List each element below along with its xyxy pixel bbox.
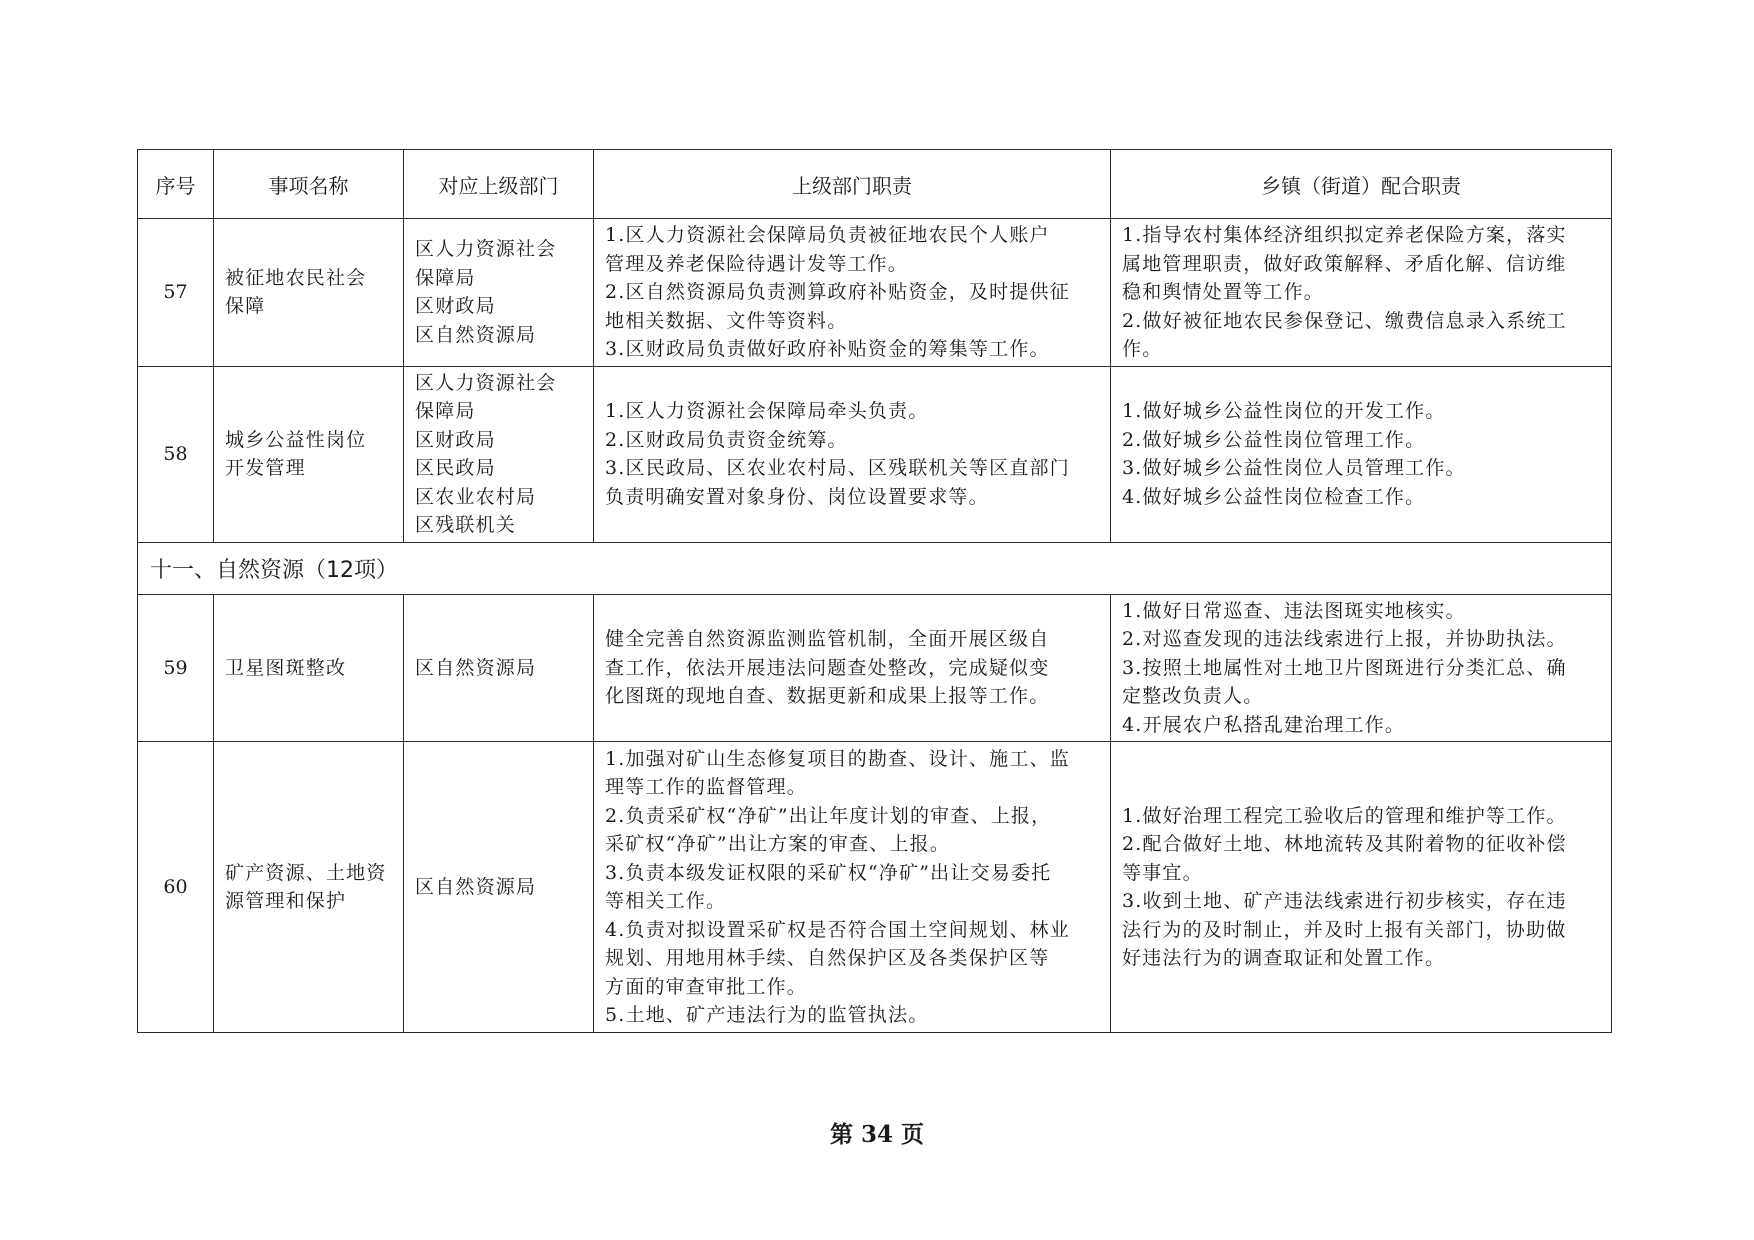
cell-line: 区财政局: [415, 295, 496, 318]
cell-line: 2.负责采矿权“净矿”出让年度计划的审查、上报，: [605, 804, 1052, 827]
cell-line: 3.按照土地属性对土地卫片图斑进行分类汇总、确: [1122, 656, 1567, 679]
cell-line: 好违法行为的调查取证和处置工作。: [1122, 947, 1446, 969]
cell-line: 稳和舆情处置等工作。: [1122, 281, 1325, 303]
header-department: 对应上级部门: [404, 150, 594, 219]
cell-line: 区人力资源社会: [415, 238, 557, 261]
cell-line: 区自然资源局: [415, 656, 537, 679]
cell-line: 3.区财政局负责做好政府补贴资金的筹集等工作。: [605, 338, 1050, 360]
cell-line: 被征地农民社会: [225, 266, 367, 289]
cell-line: 1.指导农村集体经济组织拟定养老保险方案，落实: [1122, 224, 1567, 246]
department-duty-cell: [594, 594, 1111, 742]
cell-line: 2.做好城乡公益性岗位管理工作。: [1122, 428, 1426, 451]
table-row: [138, 219, 1612, 367]
header-department-duty: 上级部门职责: [594, 150, 1111, 219]
cell-line: 4.负责对拟设置采矿权是否符合国土空间规划、林业: [605, 918, 1070, 941]
cell-line: 属地管理职责，做好政策解释、矛盾化解、信访维: [1122, 252, 1567, 275]
cell-line: 定整改负责人。: [1122, 685, 1264, 707]
cell-line: 1.做好日常巡查、违法图斑实地核实。: [1122, 599, 1466, 622]
header-no: 序号: [138, 150, 214, 219]
cell-line: 源管理和保护: [225, 890, 347, 912]
cell-line: 管理及养老保险待遇计发等工作。: [605, 252, 909, 275]
department-cell: [404, 219, 594, 367]
cell-line: 2.配合做好土地、林地流转及其附着物的征收补偿: [1122, 833, 1567, 855]
cell-line: 4.做好城乡公益性岗位检查工作。: [1122, 485, 1426, 508]
item-name-cell: [214, 366, 404, 542]
cell-line: 2.区财政局负责资金统筹。: [605, 428, 848, 451]
cell-line: 负责明确安置对象身份、岗位设置要求等。: [605, 485, 989, 508]
town-duty-cell: [1111, 366, 1612, 542]
section-row: [138, 542, 1612, 594]
cell-line: 1.做好治理工程完工验收后的管理和维护等工作。: [1122, 804, 1567, 827]
table-body-top: [138, 219, 1612, 543]
cell-line: 1.区人力资源社会保障局牵头负责。: [605, 400, 929, 422]
cell-line: 3.区民政局、区农业农村局、区残联机关等区直部门: [605, 457, 1070, 479]
department-cell: [404, 594, 594, 742]
department-duty-cell: [594, 366, 1111, 542]
cell-line: 开发管理: [225, 457, 306, 479]
cell-line: 保障: [225, 295, 266, 318]
cell-line: 2.对巡查发现的违法线索进行上报，并协助执法。: [1122, 628, 1567, 650]
cell-line: 保障局: [415, 400, 476, 422]
item-name-cell: [214, 742, 404, 1033]
cell-line: 等相关工作。: [605, 890, 727, 912]
cell-line: 2.做好被征地农民参保登记、缴费信息录入系统工: [1122, 309, 1567, 332]
cell-line: 方面的审查审批工作。: [605, 975, 808, 998]
table-section: [138, 542, 1612, 594]
cell-line: 矿产资源、土地资: [225, 861, 387, 884]
cell-line: 区农业农村局: [415, 485, 537, 508]
cell-line: 理等工作的监督管理。: [605, 776, 808, 798]
table-body-bottom: [138, 594, 1612, 1033]
cell-line: 规划、用地用林手续、自然保护区及各类保护区等: [605, 947, 1050, 969]
header-town-duty: 乡镇（街道）配合职责: [1111, 150, 1612, 219]
item-name-cell: [214, 219, 404, 367]
cell-line: 3.负责本级发证权限的采矿权“净矿”出让交易委托: [605, 861, 1052, 884]
cell-line: 城乡公益性岗位: [225, 428, 367, 451]
department-cell: [404, 366, 594, 542]
cell-line: 3.收到土地、矿产违法线索进行初步核实，存在违: [1122, 890, 1567, 912]
cell-line: 地相关数据、文件等资料。: [605, 309, 848, 332]
cell-line: 区民政局: [415, 457, 496, 479]
cell-line: 保障局: [415, 266, 476, 289]
cell-line: 采矿权“净矿”出让方案的审查、上报。: [605, 833, 951, 855]
table-header-row: [138, 150, 1612, 219]
cell-line: 健全完善自然资源监测监管机制，全面开展区级自: [605, 628, 1050, 650]
cell-line: 区残联机关: [415, 514, 517, 536]
table-row: [138, 366, 1612, 542]
cell-line: 化图斑的现地自查、数据更新和成果上报等工作。: [605, 685, 1050, 707]
cell-line: 2.区自然资源局负责测算政府补贴资金，及时提供征: [605, 281, 1070, 303]
table-row: [138, 594, 1612, 742]
department-duty-cell: [594, 742, 1111, 1033]
cell-line: 区财政局: [415, 428, 496, 451]
section-title: 十一、自然资源（12项）: [138, 542, 1612, 594]
cell-line: 区自然资源局: [415, 323, 537, 346]
table-row: [138, 742, 1612, 1033]
cell-line: 区人力资源社会: [415, 371, 557, 394]
town-duty-cell: [1111, 594, 1612, 742]
town-duty-cell: [1111, 219, 1612, 367]
cell-line: 区自然资源局: [415, 875, 537, 898]
row-number: 59: [138, 594, 214, 742]
cell-line: 1.做好城乡公益性岗位的开发工作。: [1122, 400, 1446, 422]
row-number: 58: [138, 366, 214, 542]
cell-line: 1.加强对矿山生态修复项目的勘查、设计、施工、监: [605, 747, 1070, 770]
department-cell: [404, 742, 594, 1033]
row-number: 60: [138, 742, 214, 1033]
duty-table: [137, 149, 1612, 1033]
cell-line: 等事宜。: [1122, 861, 1203, 884]
cell-line: 查工作，依法开展违法问题查处整改，完成疑似变: [605, 656, 1050, 679]
cell-line: 法行为的及时制止，并及时上报有关部门，协助做: [1122, 918, 1567, 941]
item-name-cell: [214, 594, 404, 742]
cell-line: 3.做好城乡公益性岗位人员管理工作。: [1122, 457, 1466, 479]
cell-line: 1.区人力资源社会保障局负责被征地农民个人账户: [605, 224, 1050, 246]
page-number: 第 34 页: [829, 1121, 925, 1148]
cell-line: 作。: [1122, 338, 1163, 360]
department-duty-cell: [594, 219, 1111, 367]
town-duty-cell: [1111, 742, 1612, 1033]
cell-line: 5.土地、矿产违法行为的监管执法。: [605, 1004, 929, 1026]
cell-line: 卫星图斑整改: [225, 656, 347, 679]
row-number: 57: [138, 219, 214, 367]
header-item-name: 事项名称: [214, 150, 404, 219]
cell-line: 4.开展农户私搭乱建治理工作。: [1122, 713, 1406, 736]
